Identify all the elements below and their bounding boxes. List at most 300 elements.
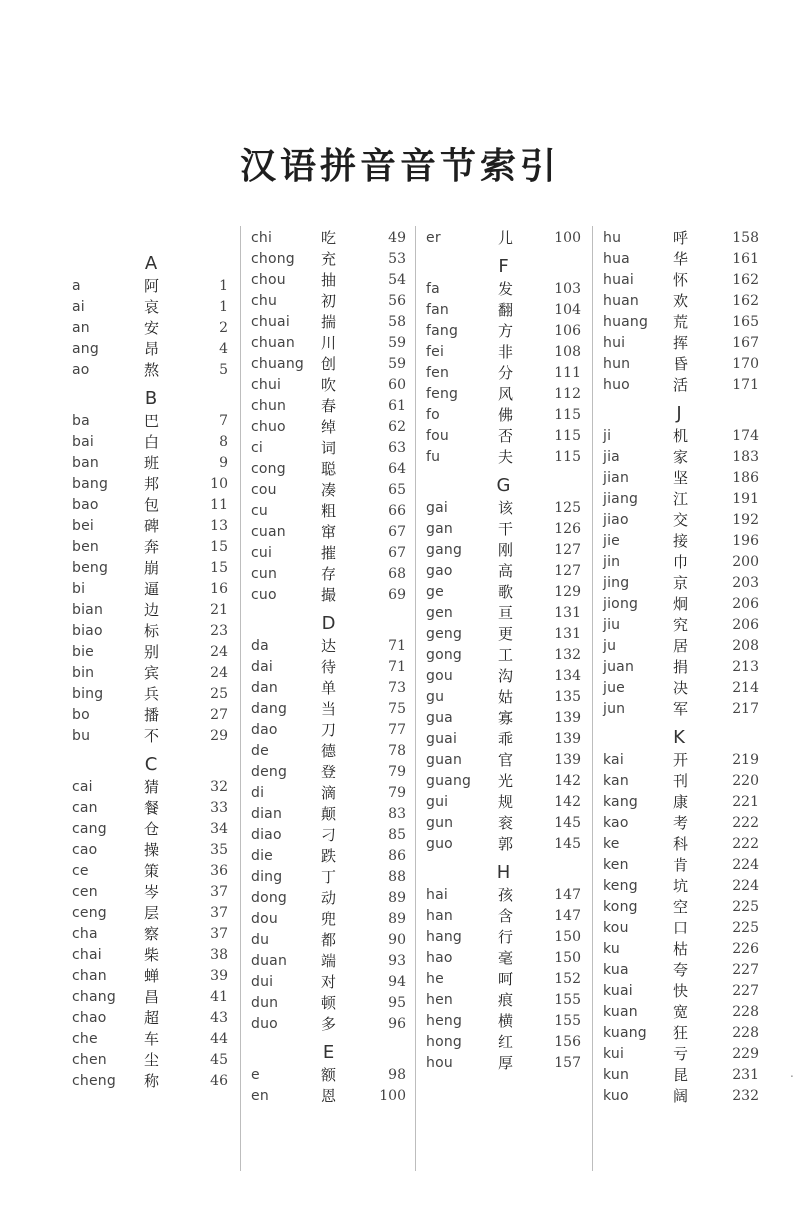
index-row	[416, 582, 591, 603]
example-character: 刀	[321, 721, 337, 739]
pinyin-syllable: jie	[603, 533, 620, 549]
pinyin-syllable: cou	[251, 482, 277, 498]
page-number: 23	[210, 623, 228, 639]
pinyin-syllable: hun	[603, 356, 631, 372]
example-character: 歌	[498, 583, 514, 601]
index-row	[416, 384, 591, 405]
page-number: 37	[210, 905, 228, 921]
pinyin-syllable: fan	[426, 302, 449, 318]
example-character: 都	[321, 931, 337, 949]
index-row	[593, 552, 765, 573]
example-character: 宽	[673, 1003, 689, 1021]
index-row	[241, 501, 416, 522]
index-column-1	[72, 226, 230, 1171]
index-row	[416, 687, 591, 708]
example-character: 吹	[321, 376, 337, 394]
index-row	[593, 573, 765, 594]
pinyin-syllable: hang	[426, 929, 463, 945]
index-row	[72, 276, 230, 297]
page-number: 66	[388, 503, 406, 519]
page-number: 158	[732, 230, 759, 246]
page-number: 96	[388, 1016, 406, 1032]
example-character: 抽	[321, 271, 337, 289]
example-character: 康	[673, 793, 689, 811]
index-row	[241, 636, 416, 657]
index-row	[72, 726, 230, 747]
pinyin-syllable: duan	[251, 953, 288, 969]
pinyin-syllable: gao	[426, 563, 453, 579]
page-title: 汉语拼音音节索引	[239, 145, 560, 187]
section-letter: F	[498, 256, 509, 277]
pinyin-syllable: chui	[251, 377, 282, 393]
page-number: 34	[210, 821, 228, 837]
index-row	[72, 495, 230, 516]
pinyin-syllable: chuan	[251, 335, 295, 351]
example-character: 词	[321, 439, 337, 457]
page-number: 63	[388, 440, 406, 456]
example-character: 春	[321, 397, 337, 415]
pinyin-syllable: ji	[603, 428, 612, 444]
pinyin-syllable: hua	[603, 251, 630, 267]
page-number: 93	[388, 953, 406, 969]
page-number: 54	[388, 272, 406, 288]
pinyin-syllable: ban	[72, 455, 99, 471]
example-character: 寡	[498, 709, 514, 727]
example-character: 播	[144, 706, 160, 724]
page-number: 139	[554, 731, 581, 747]
index-row	[593, 354, 765, 375]
page-number: 43	[210, 1010, 228, 1026]
example-character: 厚	[498, 1054, 514, 1072]
example-character: 姑	[498, 688, 514, 706]
page-number: 83	[388, 806, 406, 822]
page-number: 150	[554, 950, 581, 966]
pinyin-syllable: han	[426, 908, 453, 924]
index-row	[72, 318, 230, 339]
index-row	[241, 804, 416, 825]
pinyin-syllable: cai	[72, 779, 93, 795]
pinyin-syllable: ke	[603, 836, 620, 852]
pinyin-syllable: chai	[72, 947, 102, 963]
page-number: 228	[732, 1025, 759, 1041]
pinyin-syllable: guai	[426, 731, 458, 747]
example-character: 丁	[321, 868, 337, 886]
pinyin-syllable: fei	[426, 344, 445, 360]
index-row	[416, 342, 591, 363]
page-number: 89	[388, 911, 406, 927]
example-character: 吃	[321, 229, 337, 247]
index-row	[416, 1032, 591, 1053]
index-row	[241, 972, 416, 993]
index-row	[416, 363, 591, 384]
example-character: 不	[144, 727, 160, 745]
example-character: 凑	[321, 481, 337, 499]
example-character: 熬	[144, 361, 160, 379]
page-number: 69	[388, 587, 406, 603]
example-character: 欢	[673, 292, 689, 310]
page-number: 8	[219, 434, 228, 450]
index-row	[593, 813, 765, 834]
section-letter: J	[676, 403, 682, 424]
pinyin-syllable: bi	[72, 581, 86, 597]
example-character: 阿	[144, 277, 160, 295]
page-number: 94	[388, 974, 406, 990]
pinyin-syllable: chi	[251, 230, 273, 246]
index-row	[72, 1029, 230, 1050]
page-number: 33	[210, 800, 228, 816]
pinyin-syllable: ao	[72, 362, 90, 378]
index-row	[241, 993, 416, 1014]
example-character: 崩	[144, 559, 160, 577]
index-row	[241, 846, 416, 867]
page-number: 7	[219, 413, 228, 429]
pinyin-syllable: gang	[426, 542, 463, 558]
page-number: 227	[732, 962, 759, 978]
page-number: 167	[732, 335, 759, 351]
page-number: 15	[210, 560, 228, 576]
page-number: 13	[210, 518, 228, 534]
example-character: 绰	[321, 418, 337, 436]
example-character: 超	[144, 1009, 160, 1027]
page-number: 21	[210, 602, 228, 618]
page-number: 58	[388, 314, 406, 330]
page-number: 24	[210, 665, 228, 681]
pinyin-syllable: huai	[603, 272, 635, 288]
page-number: 25	[210, 686, 228, 702]
example-character: 称	[144, 1072, 160, 1090]
index-row	[72, 966, 230, 987]
pinyin-syllable: duo	[251, 1016, 278, 1032]
index-row	[241, 249, 416, 270]
page-number: 67	[388, 545, 406, 561]
index-row	[416, 624, 591, 645]
page-number: 147	[554, 887, 581, 903]
example-character: 顿	[321, 994, 337, 1012]
example-character: 边	[144, 601, 160, 619]
page-number: 152	[554, 971, 581, 987]
example-character: 空	[673, 898, 689, 916]
index-row	[241, 333, 416, 354]
example-character: 揣	[321, 313, 337, 331]
page-number: 165	[732, 314, 759, 330]
pinyin-syllable: gu	[426, 689, 445, 705]
pinyin-syllable: geng	[426, 626, 463, 642]
index-row	[593, 876, 765, 897]
pinyin-syllable: cuo	[251, 587, 277, 603]
index-row	[72, 987, 230, 1008]
example-character: 车	[144, 1030, 160, 1048]
pinyin-syllable: jue	[603, 680, 625, 696]
page-number: 86	[388, 848, 406, 864]
example-character: 昏	[673, 355, 689, 373]
example-character: 非	[498, 343, 514, 361]
pinyin-syllable: kang	[603, 794, 639, 810]
page-number: 111	[554, 365, 581, 381]
index-row	[593, 291, 765, 312]
index-row	[593, 792, 765, 813]
example-character: 机	[673, 427, 689, 445]
example-character: 分	[498, 364, 514, 382]
page-number: 129	[554, 584, 581, 600]
index-row	[593, 657, 765, 678]
page-number: 90	[388, 932, 406, 948]
page-number: 229	[732, 1046, 759, 1062]
index-row	[72, 882, 230, 903]
page-number: 100	[554, 230, 581, 246]
example-character: 端	[321, 952, 337, 970]
page-number: 68	[388, 566, 406, 582]
page-number: 142	[554, 794, 581, 810]
example-character: 摧	[321, 544, 337, 562]
index-row	[593, 834, 765, 855]
index-row	[593, 375, 765, 396]
pinyin-syllable: hong	[426, 1034, 462, 1050]
index-row	[72, 861, 230, 882]
example-character: 动	[321, 889, 337, 907]
pinyin-syllable: di	[251, 785, 265, 801]
index-row	[241, 459, 416, 480]
example-character: 居	[673, 637, 689, 655]
page-number: 222	[732, 815, 759, 831]
page-number: 157	[554, 1055, 581, 1071]
index-row	[416, 603, 591, 624]
pinyin-syllable: dan	[251, 680, 278, 696]
index-row	[593, 594, 765, 615]
example-character: 蝉	[144, 967, 160, 985]
index-row	[241, 762, 416, 783]
section-letter: G	[496, 475, 511, 496]
pinyin-syllable: hen	[426, 992, 453, 1008]
pinyin-syllable: a	[72, 278, 81, 294]
pinyin-syllable: cu	[251, 503, 268, 519]
pinyin-syllable: guan	[426, 752, 463, 768]
example-character: 仓	[144, 820, 160, 838]
index-row	[241, 354, 416, 375]
pinyin-syllable: gua	[426, 710, 453, 726]
index-row	[593, 1065, 765, 1086]
page-number: 162	[732, 272, 759, 288]
pinyin-syllable: ken	[603, 857, 629, 873]
pinyin-syllable: e	[251, 1067, 260, 1083]
example-character: 对	[321, 973, 337, 991]
pinyin-syllable: bin	[72, 665, 95, 681]
page-number: 108	[554, 344, 581, 360]
pinyin-syllable: gen	[426, 605, 453, 621]
pinyin-syllable: juan	[603, 659, 635, 675]
index-row	[593, 678, 765, 699]
page-number: 88	[388, 869, 406, 885]
example-character: 登	[321, 763, 337, 781]
example-character: 捐	[673, 658, 689, 676]
example-character: 察	[144, 925, 160, 943]
index-row	[241, 375, 416, 396]
index-row	[593, 1044, 765, 1065]
pinyin-syllable: che	[72, 1031, 98, 1047]
section-letter: A	[144, 253, 158, 274]
index-row	[241, 1065, 416, 1086]
pinyin-syllable: chen	[72, 1052, 107, 1068]
pinyin-syllable: kuang	[603, 1025, 647, 1041]
example-character: 多	[321, 1015, 337, 1033]
index-row	[241, 888, 416, 909]
index-row	[72, 924, 230, 945]
pinyin-syllable: bo	[72, 707, 90, 723]
index-row	[241, 1014, 416, 1035]
example-character: 方	[498, 322, 514, 340]
pinyin-syllable: chan	[72, 968, 107, 984]
index-row	[416, 990, 591, 1011]
example-character: 待	[321, 658, 337, 676]
index-row	[416, 447, 591, 468]
index-row	[72, 798, 230, 819]
index-row	[593, 750, 765, 771]
index-row	[241, 741, 416, 762]
example-character: 更	[498, 625, 514, 643]
index-row	[241, 312, 416, 333]
example-character: 达	[321, 637, 337, 655]
page-number: 142	[554, 773, 581, 789]
index-row	[241, 438, 416, 459]
page-number: 46	[210, 1073, 228, 1089]
example-character: 岑	[144, 883, 160, 901]
example-character: 存	[321, 565, 337, 583]
index-row	[416, 228, 591, 249]
page-number: 225	[732, 920, 759, 936]
example-character: 包	[144, 496, 160, 514]
example-character: 宾	[144, 664, 160, 682]
page-number: 32	[210, 779, 228, 795]
section-letter: H	[496, 862, 511, 883]
index-row	[72, 621, 230, 642]
page-number: 38	[210, 947, 228, 963]
index-row	[241, 720, 416, 741]
example-character: 班	[144, 454, 160, 472]
pinyin-syllable: du	[251, 932, 270, 948]
pinyin-syllable: jiu	[603, 617, 621, 633]
example-character: 家	[673, 448, 689, 466]
page-number: 232	[732, 1088, 759, 1104]
pinyin-syllable: ben	[72, 539, 99, 555]
index-column-4	[592, 226, 765, 1171]
pinyin-syllable: cun	[251, 566, 278, 582]
pinyin-syllable: hu	[603, 230, 622, 246]
index-row	[72, 642, 230, 663]
example-character: 究	[673, 616, 689, 634]
page-number: 126	[554, 521, 581, 537]
index-column-3	[415, 226, 591, 1171]
example-character: 快	[673, 982, 689, 1000]
example-character: 恩	[321, 1087, 337, 1105]
page-number: 41	[210, 989, 228, 1005]
example-character: 兜	[321, 910, 337, 928]
pinyin-syllable: kou	[603, 920, 629, 936]
page-number: 156	[554, 1034, 581, 1050]
page-number: 79	[388, 785, 406, 801]
index-row	[416, 279, 591, 300]
index-row	[416, 321, 591, 342]
index-row	[593, 510, 765, 531]
example-character: 光	[498, 772, 514, 790]
pinyin-syllable: can	[72, 800, 98, 816]
page-number: 71	[388, 638, 406, 654]
index-row	[241, 564, 416, 585]
pinyin-syllable: kuai	[603, 983, 633, 999]
example-character: 夫	[498, 448, 514, 466]
page-number: 150	[554, 929, 581, 945]
pinyin-syllable: dui	[251, 974, 274, 990]
page-number: 145	[554, 836, 581, 852]
page-number: 171	[732, 377, 759, 393]
pinyin-syllable: ci	[251, 440, 263, 456]
page-number: 155	[554, 992, 581, 1008]
page-number: 174	[732, 428, 759, 444]
example-character: 风	[498, 385, 514, 403]
example-character: 亏	[673, 1045, 689, 1063]
example-character: 科	[673, 835, 689, 853]
page-number: 65	[388, 482, 406, 498]
index-row	[241, 396, 416, 417]
pinyin-syllable: keng	[603, 878, 638, 894]
page-number: 220	[732, 773, 759, 789]
index-row	[72, 600, 230, 621]
page-number: 213	[732, 659, 759, 675]
index-row	[241, 291, 416, 312]
pinyin-syllable: kuan	[603, 1004, 638, 1020]
index-row	[416, 540, 591, 561]
page-number: 214	[732, 680, 759, 696]
example-character: 昆	[673, 1066, 689, 1084]
pinyin-syllable: chao	[72, 1010, 107, 1026]
pinyin-syllable: jing	[603, 575, 630, 591]
example-character: 别	[144, 643, 160, 661]
index-row	[593, 468, 765, 489]
pinyin-syllable: chou	[251, 272, 286, 288]
example-character: 碑	[144, 517, 160, 535]
example-character: 江	[673, 490, 689, 508]
index-row	[72, 297, 230, 318]
pinyin-syllable: ge	[426, 584, 444, 600]
example-character: 接	[673, 532, 689, 550]
index-row	[416, 405, 591, 426]
pinyin-syllable: cui	[251, 545, 273, 561]
index-row	[416, 885, 591, 906]
index-row	[241, 930, 416, 951]
section-letter: K	[673, 727, 685, 748]
pinyin-syllable: ce	[72, 863, 89, 879]
index-row	[241, 867, 416, 888]
page-number: 200	[732, 554, 759, 570]
pinyin-syllable: kua	[603, 962, 629, 978]
index-row	[241, 480, 416, 501]
page-number: 1	[219, 299, 228, 315]
example-character: 工	[498, 646, 514, 664]
example-character: 昂	[144, 340, 160, 358]
page-number: 45	[210, 1052, 228, 1068]
pinyin-syllable: cha	[72, 926, 98, 942]
pinyin-syllable: dun	[251, 995, 279, 1011]
pinyin-syllable: kun	[603, 1067, 630, 1083]
pinyin-syllable: bai	[72, 434, 94, 450]
index-row	[241, 825, 416, 846]
pinyin-syllable: heng	[426, 1013, 463, 1029]
example-character: 挥	[673, 334, 689, 352]
example-character: 呵	[498, 970, 514, 988]
index-row	[593, 939, 765, 960]
pinyin-syllable: kan	[603, 773, 629, 789]
example-character: 单	[321, 679, 337, 697]
index-row	[416, 708, 591, 729]
index-row	[593, 489, 765, 510]
